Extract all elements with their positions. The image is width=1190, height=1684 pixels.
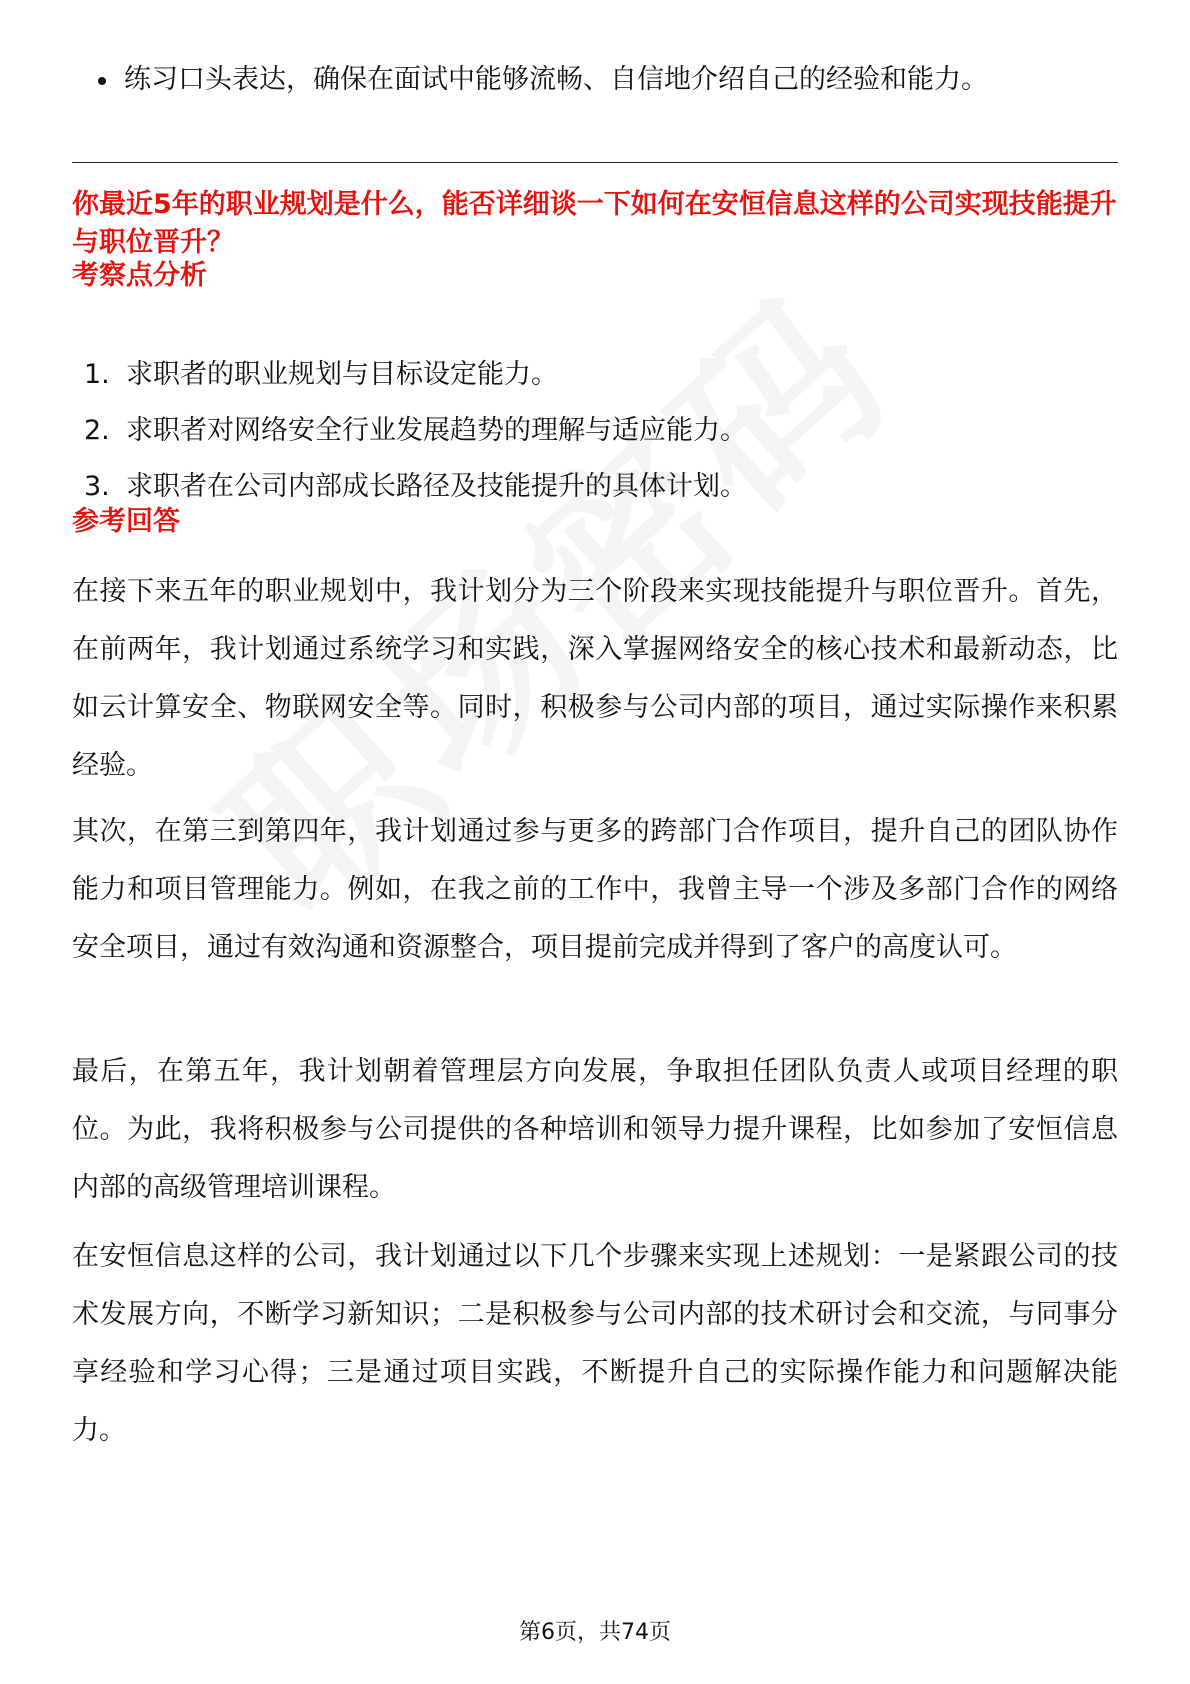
answer-heading: 参考回答 <box>72 506 180 537</box>
question-heading: 你最近5年的职业规划是什么，能否详细谈一下如何在安恒信息这样的公司实现技能提升与职位晋升？ <box>72 189 1117 258</box>
list-item: 练习口头表达，确保在面试中能够流畅、自信地介绍自己的经验和能力。 <box>96 60 988 100</box>
list-item <box>84 411 747 451</box>
answer-paragraph: 其次，在第三到第四年，我计划通过参与更多的跨部门合作项目，提升自己的团队协作能力和项目管理能力。例如，在我之前的工作中，我曾主导一个涉及多部门合作的网络安全项目，通过有效沟通和资源整合，项目提前完成并得到了客户的高度认可。 <box>72 816 1118 963</box>
page-footer: 第6页，共74页 <box>519 1620 671 1645</box>
list-item <box>84 355 747 395</box>
list-text: 求职者的职业规划与目标设定能力。 <box>126 359 558 390</box>
list-text: 求职者对网络安全行业发展趋势的理解与适应能力。 <box>126 415 747 446</box>
list-text: 求职者在公司内部成长路径及技能提升的具体计划。 <box>126 471 747 502</box>
list-number: 3. <box>84 471 110 502</box>
answer-paragraph: 最后，在第五年，我计划朝着管理层方向发展，争取担任团队负责人或项目经理的职位。为此，我将积极参与公司提供的各种培训和领导力提升课程，比如参加了安恒信息内部的高级管理培训课程。 <box>72 1056 1118 1203</box>
list-item <box>84 467 747 507</box>
answer-paragraph: 在安恒信息这样的公司，我计划通过以下几个步骤来实现上述规划：一是紧跟公司的技术发展方向，不断学习新知识；二是积极参与公司内部的技术研讨会和交流，与同事分享经验和学习心得；三是通过项目实践，不断提升自己的实际操作能力和问题解决能力。 <box>72 1241 1118 1446</box>
list-number: 2. <box>84 415 110 446</box>
answer-paragraph: 在接下来五年的职业规划中，我计划分为三个阶段来实现技能提升与职位晋升。首先，在前两年，我计划通过系统学习和实践，深入掌握网络安全的核心技术和最新动态，比如云计算安全、物联网安全等。同时，积极参与公司内部的项目，通过实际操作来积累经验。 <box>72 576 1118 781</box>
analysis-list <box>84 355 747 523</box>
bullet-list <box>96 60 988 100</box>
section-divider <box>72 162 1118 163</box>
analysis-heading: 考察点分析 <box>72 260 207 291</box>
list-number: 1. <box>84 359 110 390</box>
